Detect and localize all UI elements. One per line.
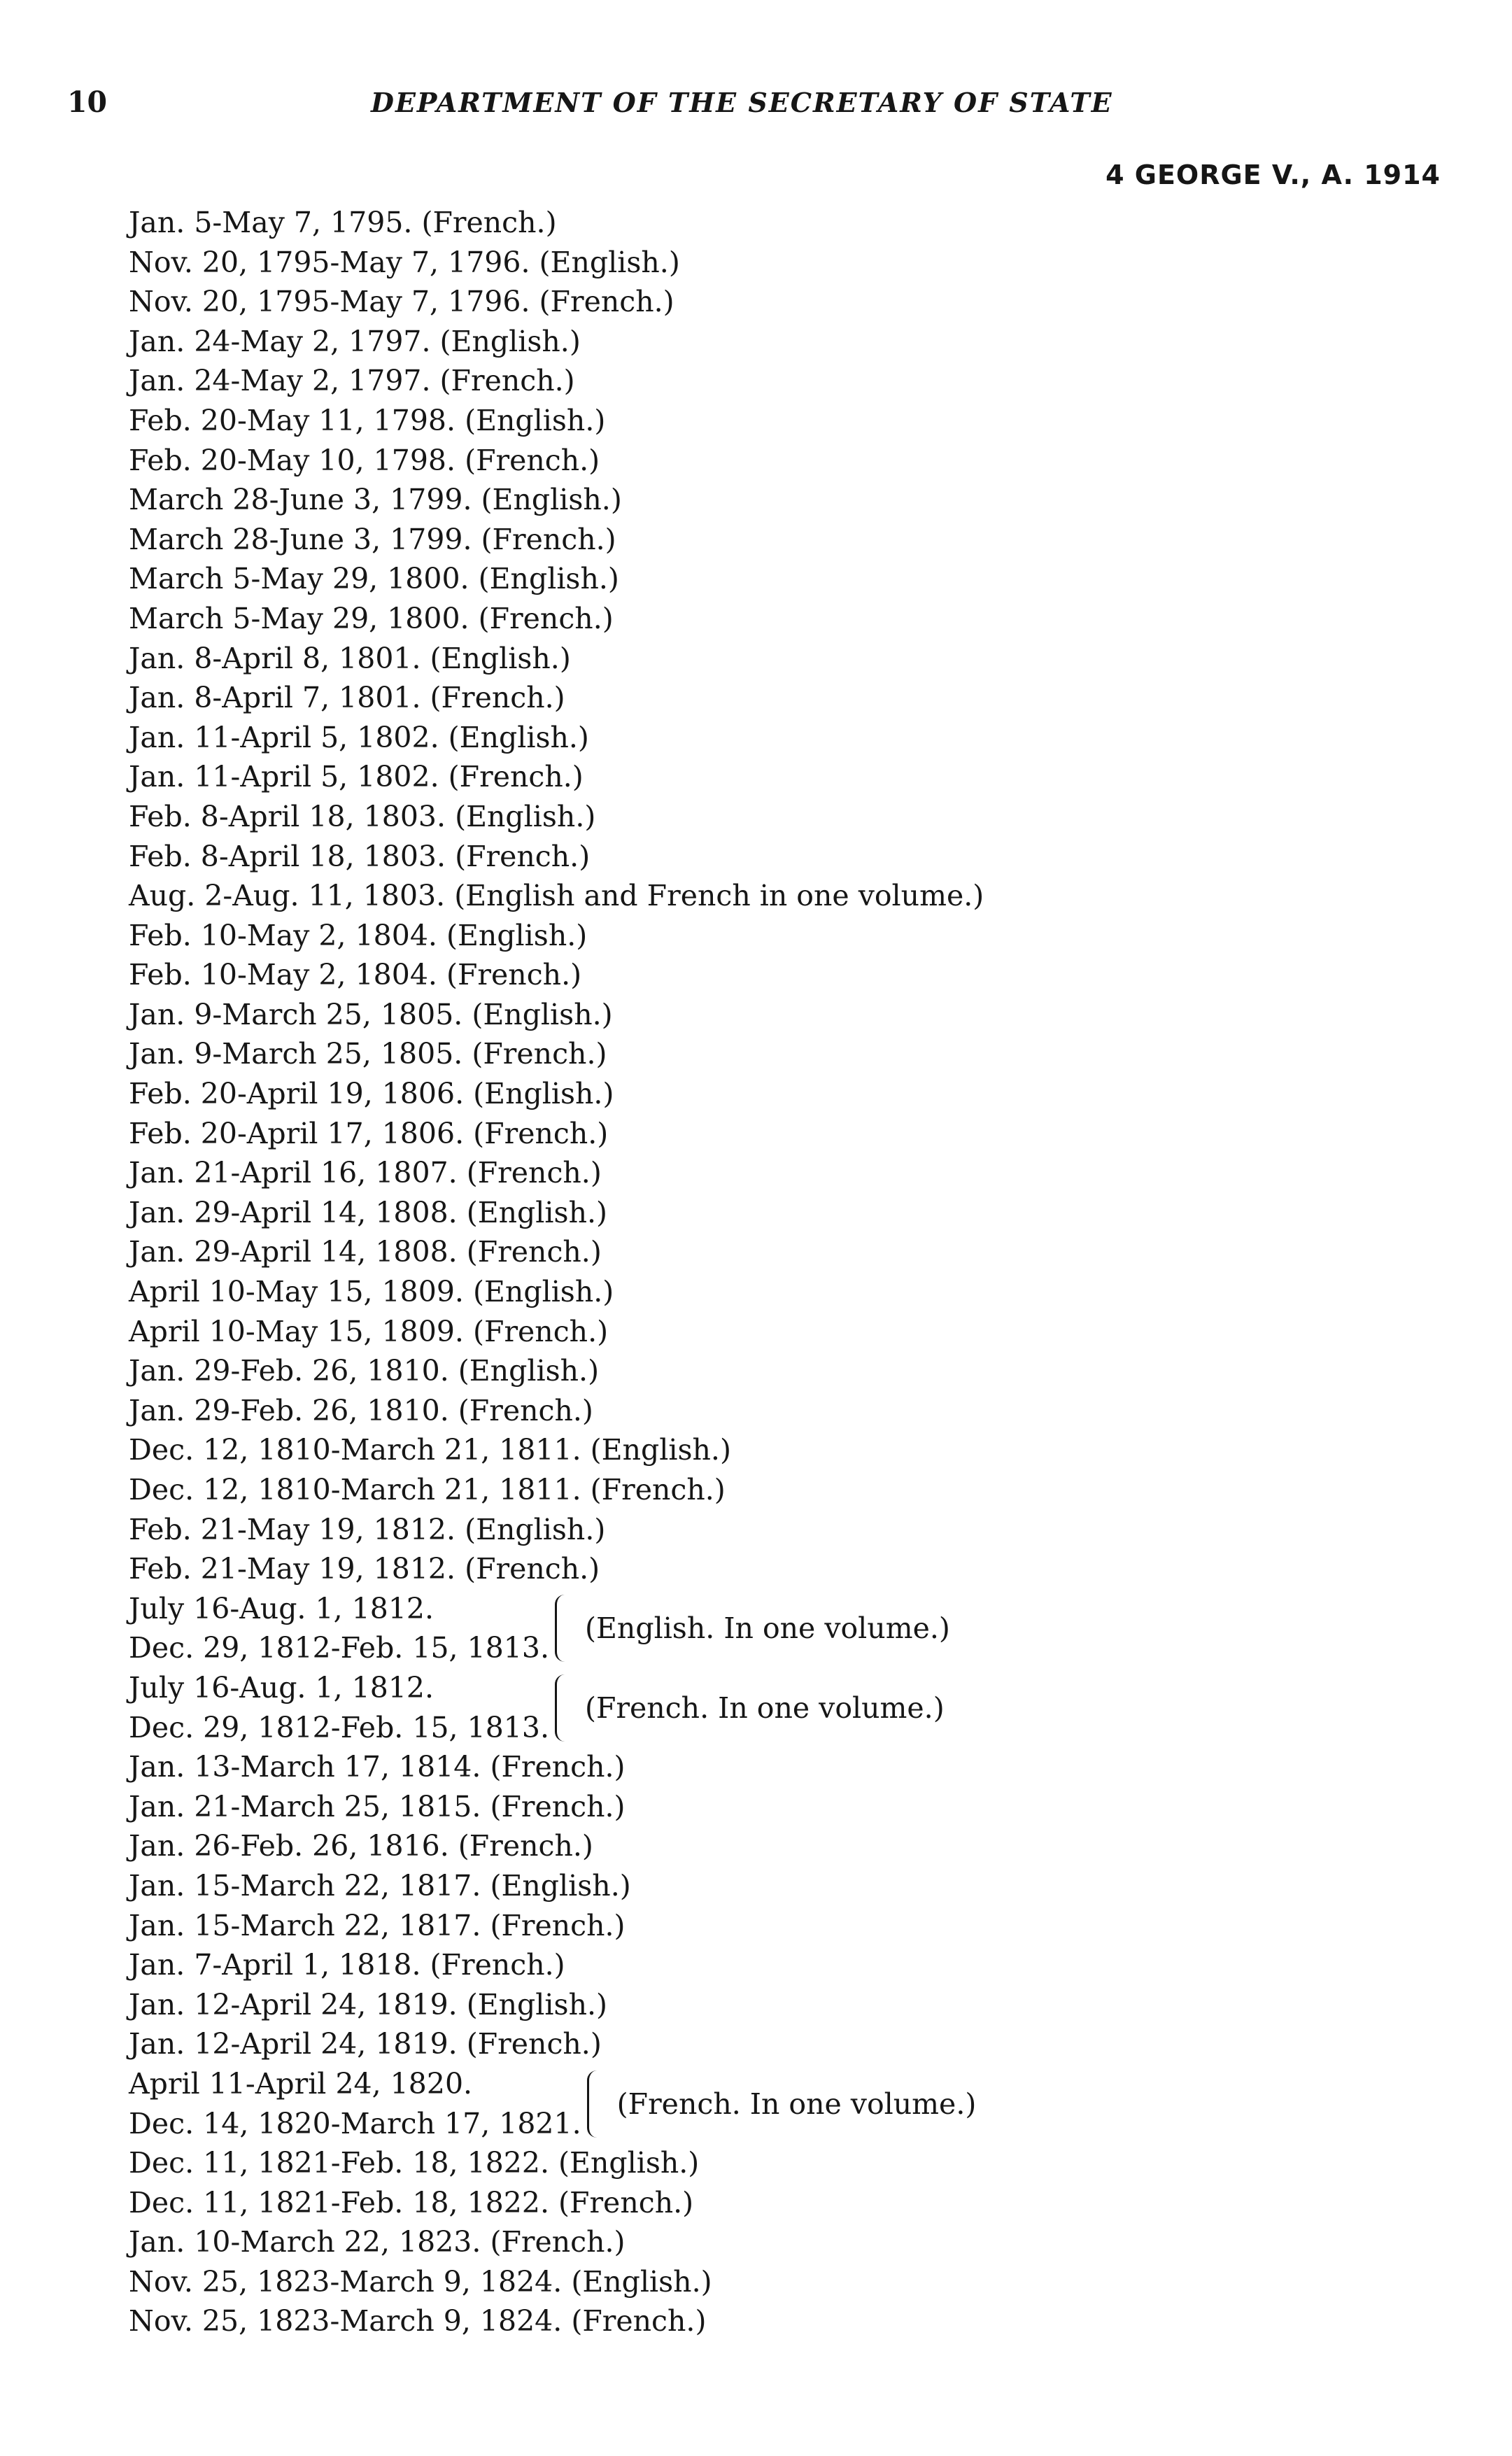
- journal-entry: Aug. 2-Aug. 11, 1803. (English and French in one volume.): [129, 879, 984, 913]
- journal-entry: Jan. 5-May 7, 1795. (French.): [129, 206, 557, 239]
- journal-entry: Jan. 12-April 24, 1819. (French.): [129, 2027, 602, 2061]
- journal-entry: Feb. 20-April 19, 1806. (English.): [129, 1077, 614, 1111]
- journal-entry: Dec. 11, 1821-Feb. 18, 1822. (French.): [129, 2185, 694, 2219]
- group-date-line: Dec. 14, 1820-March 17, 1821.: [129, 2106, 581, 2140]
- brace-icon: [555, 1674, 572, 1742]
- journal-entry: Jan. 10-March 22, 1823. (French.): [129, 2225, 626, 2259]
- journal-entry: Feb. 20-May 11, 1798. (English.): [129, 403, 606, 437]
- journal-entry: Jan. 11-April 5, 1802. (English.): [129, 720, 589, 754]
- journal-entry: March 5-May 29, 1800. (English.): [129, 562, 619, 596]
- journal-entry: Jan. 21-April 16, 1807. (French.): [129, 1156, 602, 1190]
- session-tag: 4 GEORGE V., A. 1914: [1105, 160, 1441, 190]
- journal-entry: Nov. 25, 1823-March 9, 1824. (French.): [129, 2304, 707, 2338]
- journal-entry: Feb. 20-April 17, 1806. (French.): [129, 1116, 609, 1150]
- journal-entry: Jan. 15-March 22, 1817. (French.): [129, 1908, 626, 1942]
- journal-entry-group: [129, 1589, 1442, 1668]
- journal-entry: Jan. 24-May 2, 1797. (English.): [129, 324, 581, 358]
- journal-entry: April 10-May 15, 1809. (English.): [129, 1275, 614, 1309]
- group-note: (French. In one volume.): [616, 2087, 977, 2121]
- group-date-line: July 16-Aug. 1, 1812.: [129, 1591, 434, 1625]
- running-head: DEPARTMENT OF THE SECRETARY OF STATE: [371, 87, 1113, 118]
- journal-entry: Jan. 9-March 25, 1805. (English.): [129, 997, 613, 1031]
- journal-entry: Jan. 8-April 8, 1801. (English.): [129, 641, 571, 675]
- journal-entry: Jan. 12-April 24, 1819. (English.): [129, 1987, 608, 2021]
- journal-entry: Feb. 21-May 19, 1812. (French.): [129, 1552, 600, 1586]
- journal-entry: Dec. 12, 1810-March 21, 1811. (English.): [129, 1433, 731, 1467]
- group-note: (English. In one volume.): [585, 1611, 950, 1646]
- journal-entry: April 10-May 15, 1809. (French.): [129, 1314, 609, 1348]
- group-date-line: April 11-April 24, 1820.: [129, 2066, 473, 2101]
- journal-entry: Jan. 29-April 14, 1808. (French.): [129, 1235, 602, 1269]
- journal-entry: Jan. 8-April 7, 1801. (French.): [129, 681, 565, 715]
- group-date-line: Dec. 29, 1812-Feb. 15, 1813.: [129, 1710, 549, 1744]
- journal-entry: Jan. 29-April 14, 1808. (English.): [129, 1195, 608, 1229]
- journal-entry: Feb. 20-May 10, 1798. (French.): [129, 443, 600, 477]
- journal-entry: Jan. 21-March 25, 1815. (French.): [129, 1789, 626, 1823]
- group-date-line: Dec. 29, 1812-Feb. 15, 1813.: [129, 1631, 549, 1665]
- journal-entry: Nov. 25, 1823-March 9, 1824. (English.): [129, 2264, 712, 2299]
- journal-entry: Jan. 13-March 17, 1814. (French.): [129, 1750, 626, 1784]
- journal-entry: Feb. 10-May 2, 1804. (French.): [129, 958, 582, 992]
- group-dates: [129, 1589, 549, 1668]
- journal-entry: March 28-June 3, 1799. (French.): [129, 522, 616, 556]
- journal-entry: Jan. 7-April 1, 1818. (French.): [129, 1948, 565, 1982]
- brace-icon: [587, 2070, 605, 2138]
- journal-entry: Jan. 29-Feb. 26, 1810. (French.): [129, 1393, 593, 1427]
- journal-entry: Feb. 8-April 18, 1803. (French.): [129, 839, 591, 873]
- journal-entry-list: [129, 203, 1442, 2341]
- journal-entry-group: [129, 1668, 1442, 1747]
- journal-entry: Feb. 10-May 2, 1804. (English.): [129, 918, 588, 952]
- brace-icon: [555, 1595, 572, 1662]
- journal-entry: Nov. 20, 1795-May 7, 1796. (English.): [129, 245, 680, 279]
- journal-entry: Jan. 26-Feb. 26, 1816. (French.): [129, 1829, 593, 1863]
- journal-entry: Dec. 12, 1810-March 21, 1811. (French.): [129, 1473, 726, 1506]
- journal-entry: March 28-June 3, 1799. (English.): [129, 483, 622, 517]
- journal-entry-group: [129, 2064, 1442, 2143]
- journal-entry: March 5-May 29, 1800. (French.): [129, 601, 614, 635]
- journal-entry: Jan. 15-March 22, 1817. (English.): [129, 1868, 631, 1903]
- journal-entry: Feb. 8-April 18, 1803. (English.): [129, 799, 596, 833]
- page-number: 10: [67, 85, 108, 119]
- journal-entry: Jan. 11-April 5, 1802. (French.): [129, 760, 584, 794]
- journal-entry: Feb. 21-May 19, 1812. (English.): [129, 1512, 606, 1546]
- journal-entry: Jan. 29-Feb. 26, 1810. (English.): [129, 1354, 600, 1388]
- journal-entry: Jan. 24-May 2, 1797. (French.): [129, 364, 575, 398]
- group-note: (French. In one volume.): [585, 1691, 945, 1725]
- journal-entry: Dec. 11, 1821-Feb. 18, 1822. (English.): [129, 2146, 700, 2180]
- group-dates: [129, 1668, 549, 1747]
- journal-entry: Jan. 9-March 25, 1805. (French.): [129, 1037, 607, 1071]
- group-dates: [129, 2064, 581, 2143]
- journal-entry: Nov. 20, 1795-May 7, 1796. (French.): [129, 285, 674, 319]
- group-date-line: July 16-Aug. 1, 1812.: [129, 1670, 434, 1705]
